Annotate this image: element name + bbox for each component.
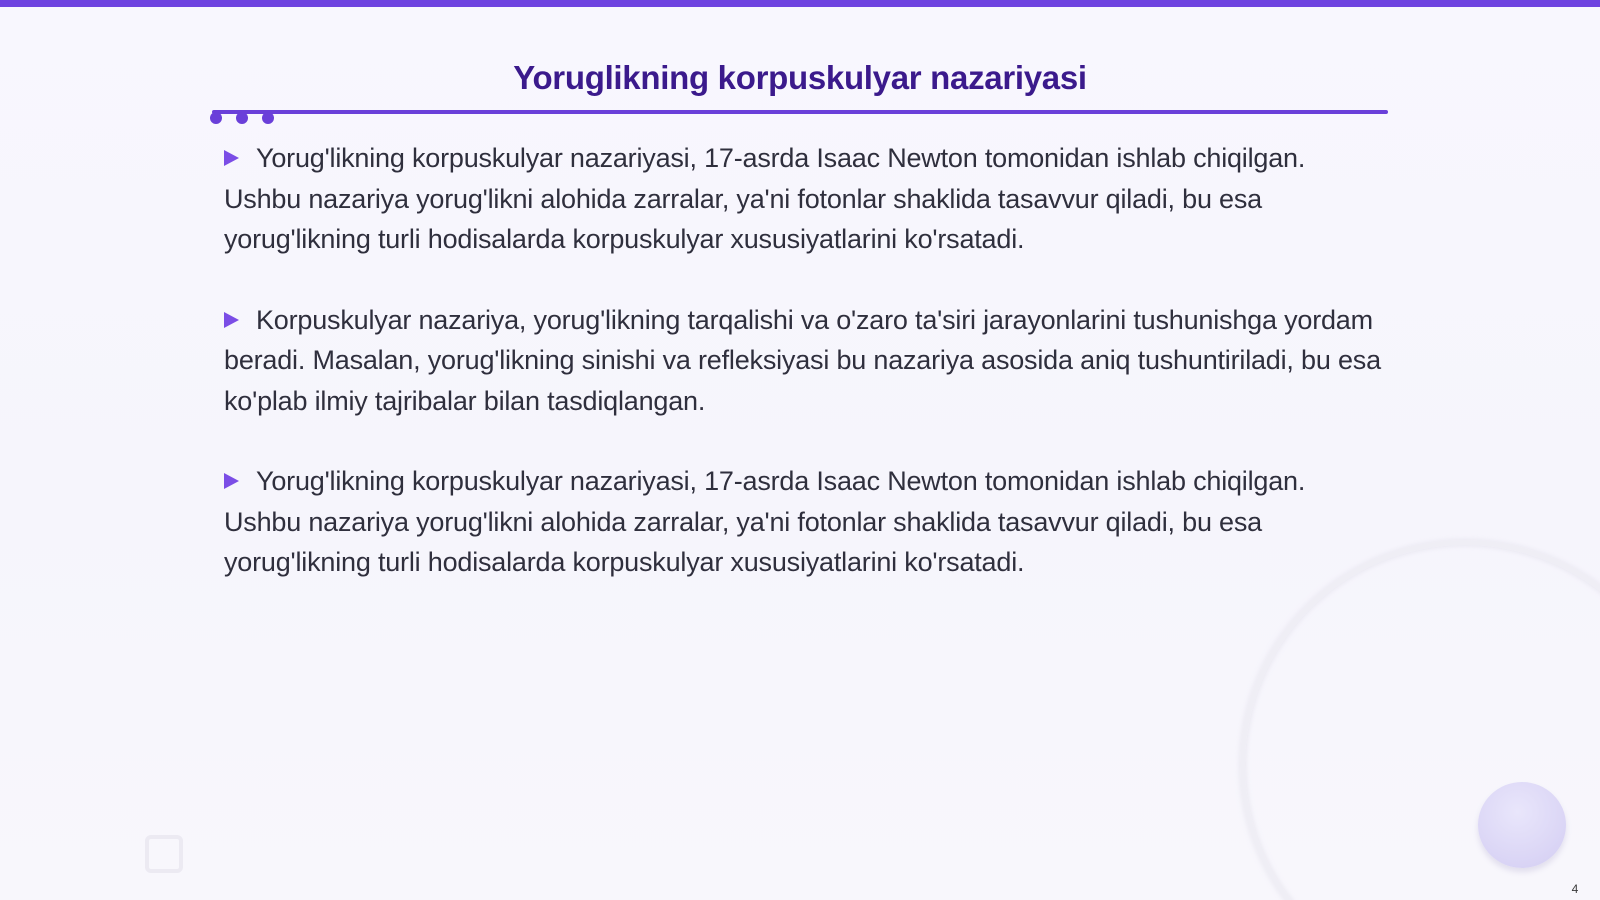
bullet-list: [224, 138, 1384, 623]
bullet-item: [224, 138, 1384, 260]
slide-title: Yoruglikning korpuskulyar nazariyasi: [513, 59, 1087, 96]
triangle-right-icon: [224, 150, 239, 166]
bullet-text: Yorug'likning korpuskulyar nazariyasi, 17-asrda Isaac Newton tomonidan ishlab chiqilgan. Ushbu nazariya yorug'likni alohida zarralar, ya'ni fotonlar shaklida tasavvur qiladi, bu esa yorug'likning turli hodisalarda korpuskulyar xususiyatlarini ko'rsatadi.: [224, 143, 1306, 254]
bullet-item: [224, 300, 1384, 422]
bullet-text: Korpuskulyar nazariya, yorug'likning tarqalishi va o'zaro ta'siri jarayonlarini tushunishga yordam beradi. Masalan, yorug'likning sinishi va refleksiyasi bu nazariya asosida aniq tushuntiriladi, bu esa ko'plab ilmiy tajribalar bilan tasdiqlangan.: [224, 304, 1381, 416]
page-number: 4: [1571, 882, 1579, 896]
decorative-dot: [262, 112, 274, 124]
decorative-dot: [236, 112, 248, 124]
top-accent-bar: [0, 0, 1600, 7]
triangle-right-icon: [224, 312, 239, 328]
bullet-text: Yorug'likning korpuskulyar nazariyasi, 17-asrda Isaac Newton tomonidan ishlab chiqilgan. Ushbu nazariya yorug'likni alohida zarralar, ya'ni fotonlar shaklida tasavvur qiladi, bu esa yorug'likning turli hodisalarda korpuskulyar xususiyatlarini ko'rsatadi.: [224, 466, 1306, 577]
triangle-right-icon: [224, 473, 239, 489]
title-underline: [212, 110, 1388, 114]
decorative-dot: [210, 112, 222, 124]
bullet-item: [224, 461, 1384, 583]
decorative-sphere: [1478, 782, 1566, 868]
decorative-square: [145, 835, 183, 873]
